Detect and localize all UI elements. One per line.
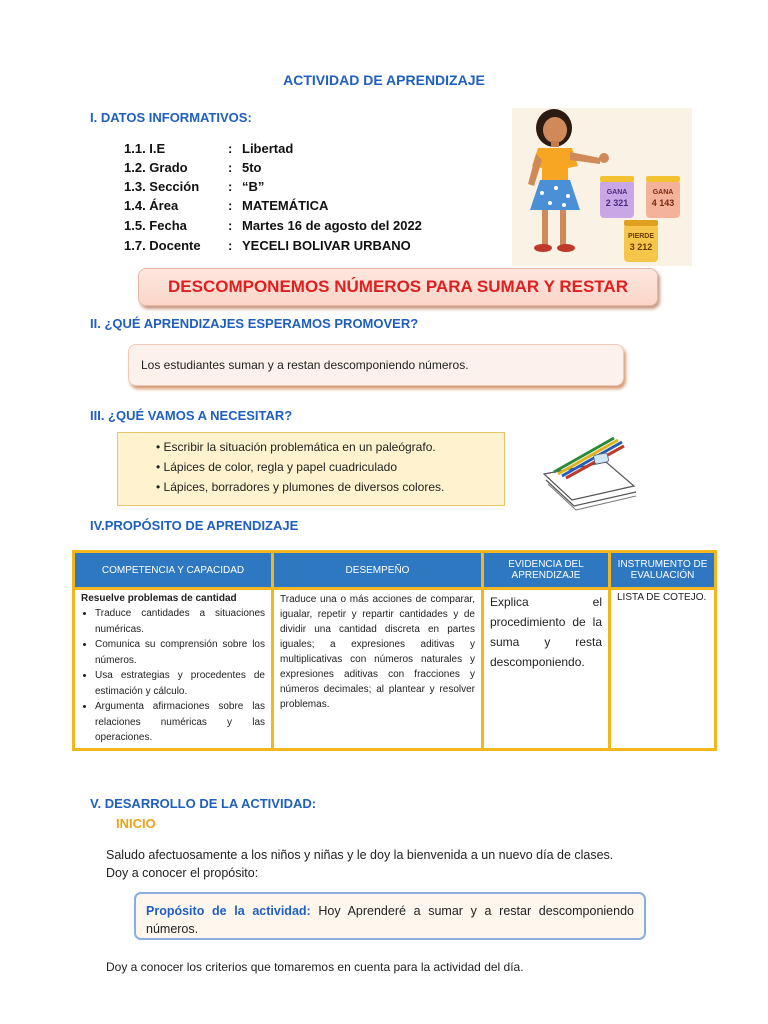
jar-tag: PIERDE xyxy=(627,233,655,240)
competency-table xyxy=(72,550,717,751)
info-colon: : xyxy=(228,141,233,156)
info-row xyxy=(124,179,264,194)
info-value: “B” xyxy=(242,179,265,194)
info-row xyxy=(124,238,411,253)
materials-item: • Lápices de color, regla y papel cuadriculado xyxy=(156,457,504,477)
inicio-subheading: INICIO xyxy=(116,816,156,831)
activity-title-banner: DESCOMPONEMOS NÚMEROS PARA SUMAR Y RESTAR xyxy=(138,268,658,306)
info-row xyxy=(124,160,262,175)
table-header: COMPETENCIA Y CAPACIDAD xyxy=(74,552,273,589)
purpose-text: Hoy Aprenderé a sumar y a restar descomponiendo números. xyxy=(146,904,634,936)
jar-2 xyxy=(646,176,680,218)
competency-title: Resuelve problemas de cantidad xyxy=(81,593,237,604)
section-heading-datos: I. DATOS INFORMATIVOS: xyxy=(90,110,252,125)
evidence-cell: Explica el procedimiento de la suma y resta descomponiendo. xyxy=(483,589,610,750)
section-heading-necesitar: III. ¿QUÉ VAMOS A NECESITAR? xyxy=(90,408,293,423)
jar-tag: GANA xyxy=(652,189,674,196)
info-value: 5to xyxy=(242,160,262,175)
girl-shoe xyxy=(534,244,552,252)
capacity-item: • Argumenta afirmaciones sobre las relaciones numéricas y las operaciones. xyxy=(95,699,265,746)
instrument-cell: LISTA DE COTEJO. xyxy=(610,589,716,750)
info-label: 1.5. Fecha xyxy=(124,218,187,233)
info-label: 1.2. Grado xyxy=(124,160,188,175)
info-colon: : xyxy=(228,179,233,194)
girl-face xyxy=(543,117,567,143)
info-colon: : xyxy=(228,238,233,253)
section-heading-proposito: IV.PROPÓSITO DE APRENDIZAJE xyxy=(90,518,299,533)
info-colon: : xyxy=(228,198,233,213)
info-row xyxy=(124,141,293,156)
jar-number: 3 212 xyxy=(629,242,653,252)
info-label: 1.7. Docente xyxy=(124,238,201,253)
purpose-lead: Propósito de la actividad: xyxy=(146,904,311,918)
performance-cell: Traduce una o más acciones de comparar, igualar, repetir y repartir cantidades y de dividir una cantidad discreta en partes iguales; a expresiones aditivas y multiplicativas con números naturales y expresiones aditivas con fracciones y números decimales; al plantear y resolver problemas. xyxy=(273,589,483,750)
section-heading-aprendizajes: II. ¿QUÉ APRENDIZAJES ESPERAMOS PROMOVER? xyxy=(90,316,419,331)
table-header: INSTRUMENTO DE EVALUACIÓN xyxy=(610,552,716,589)
page-title: ACTIVIDAD DE APRENDIZAJE xyxy=(283,72,485,88)
info-label: 1.3. Sección xyxy=(124,179,200,194)
capacity-item: • Comunica su comprensión sobre los números. xyxy=(95,637,265,668)
info-value: MATEMÁTICA xyxy=(242,198,329,213)
materials-item: • Escribir la situación problemática en un paleógrafo. xyxy=(156,437,504,457)
pencils-paper-illustration xyxy=(536,428,640,512)
info-row xyxy=(124,198,328,213)
materials-item: • Lápices, borradores y plumones de diversos colores. xyxy=(156,477,504,497)
info-colon: : xyxy=(228,218,233,233)
paragraph-greeting: Saludo afectuosamente a los niños y niñas y le doy la bienvenida a un nuevo día de clases. xyxy=(106,848,614,862)
jar-3 xyxy=(624,220,658,262)
info-row xyxy=(124,218,422,233)
girl-shoe xyxy=(557,244,575,252)
info-label: 1.4. Área xyxy=(124,198,179,213)
learning-box xyxy=(128,344,624,386)
info-colon: : xyxy=(228,160,233,175)
capacity-item: • Traduce cantidades a situaciones numéricas. xyxy=(95,606,265,637)
section-heading-desarrollo: V. DESARROLLO DE LA ACTIVIDAD: xyxy=(90,796,317,811)
paragraph-criteria: Doy a conocer los criterios que tomaremos en cuenta para la actividad del día. xyxy=(106,960,524,974)
table-header: EVIDENCIA DEL APRENDIZAJE xyxy=(483,552,610,589)
learning-text: Los estudiantes suman y a restan descomponiendo números. xyxy=(141,358,469,372)
info-value: Martes 16 de agosto del 2022 xyxy=(242,218,422,233)
paper-sheet xyxy=(544,462,634,500)
jar-number: 4 143 xyxy=(651,198,675,208)
info-value: YECELI BOLIVAR URBANO xyxy=(242,238,411,253)
competency-cell xyxy=(74,589,273,750)
purpose-box xyxy=(134,892,646,940)
jar-tag: GANA xyxy=(606,189,628,196)
table-header: DESEMPEÑO xyxy=(273,552,483,589)
materials-box xyxy=(117,432,505,506)
girl-with-jars-illustration xyxy=(512,108,692,266)
capacity-item: • Usa estrategias y procedentes de estimación y cálculo. xyxy=(95,668,265,699)
jar-number: 2 321 xyxy=(605,198,629,208)
jar-1 xyxy=(600,176,634,218)
info-label: 1.1. I.E xyxy=(124,141,166,156)
info-value: Libertad xyxy=(242,141,294,156)
paragraph-purpose-intro: Doy a conocer el propósito: xyxy=(106,866,259,880)
